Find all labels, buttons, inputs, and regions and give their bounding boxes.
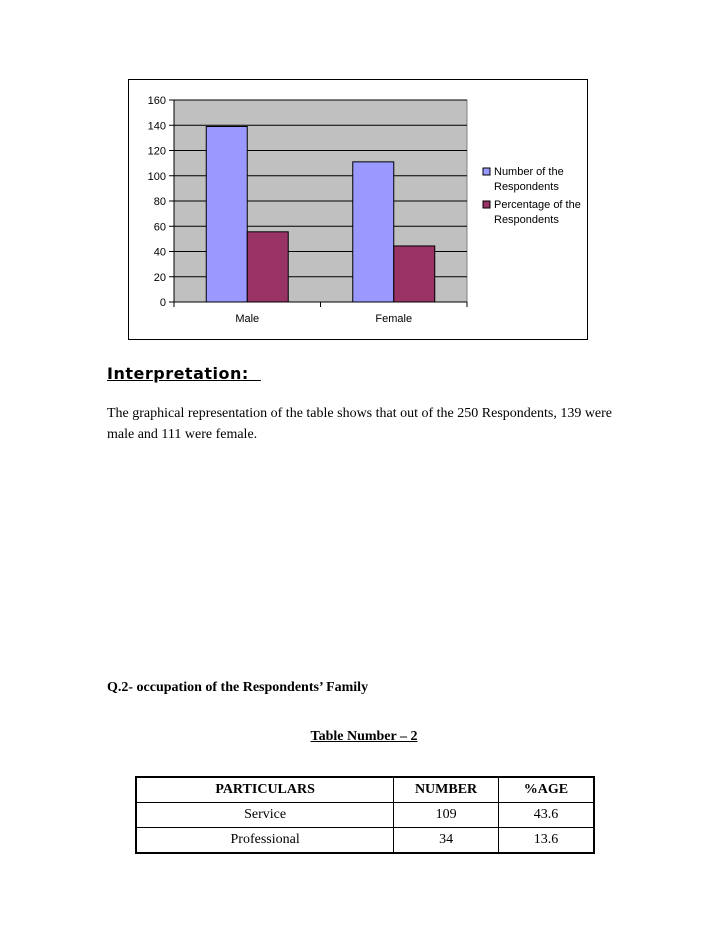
x-category-label: Female [375, 313, 413, 325]
legend-label: Respondents [494, 181, 559, 193]
table-row [136, 803, 594, 828]
header-particulars: PARTICULARS [136, 777, 394, 803]
bar-chart [128, 79, 588, 340]
y-tick-label: 20 [153, 271, 166, 284]
y-tick-label: 60 [153, 221, 166, 234]
y-tick-label: 140 [147, 120, 166, 133]
cell-particulars: Professional [136, 828, 394, 854]
bar-percentage-male [247, 232, 288, 302]
cell-particulars: Service [136, 803, 394, 828]
y-tick-label: 120 [147, 145, 166, 158]
y-tick-label: 0 [159, 297, 166, 309]
interpretation-text: The graphical representation of the table shows that out of the 250 Respondents, 139 were male and 111 were female. [107, 406, 613, 442]
legend-swatch [483, 201, 490, 208]
bar-percentage-female [394, 246, 435, 302]
header-percentage: %AGE [498, 777, 594, 803]
header-number: NUMBER [394, 777, 499, 803]
cell-percentage: 43.6 [498, 803, 594, 828]
y-tick-label: 40 [153, 246, 166, 259]
y-tick-label: 160 [147, 95, 166, 107]
table-header-row [136, 777, 594, 803]
cell-percentage: 13.6 [498, 828, 594, 854]
legend-swatch [483, 168, 490, 175]
legend-label: Percentage of the [494, 199, 581, 211]
occupation-table [135, 776, 595, 854]
bar-number-female [353, 162, 394, 302]
y-tick-label: 100 [147, 170, 166, 183]
question-heading: Q.2- occupation of the Respondents’ Family [107, 680, 369, 695]
table-title: Table Number – 2 [310, 729, 418, 744]
chart-canvas [129, 80, 587, 339]
legend-label: Number of the [494, 166, 564, 178]
x-category-label: Male [235, 313, 260, 325]
bar-number-male [206, 127, 247, 302]
cell-number: 34 [394, 828, 499, 854]
interpretation-heading: Interpretation: [107, 364, 261, 383]
cell-number: 109 [394, 803, 499, 828]
legend-label: Respondents [494, 214, 559, 226]
table-row [136, 828, 594, 854]
y-tick-label: 80 [153, 196, 166, 208]
